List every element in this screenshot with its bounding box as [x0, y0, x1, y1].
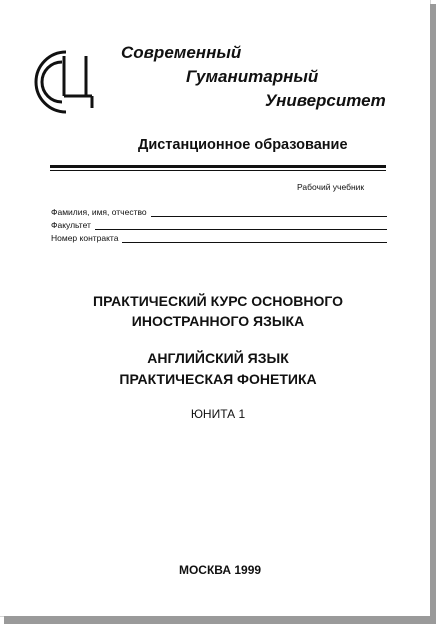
course-title-line-2: ИНОСТРАННОГО ЯЗЫКА	[131, 313, 305, 329]
workbook-label: Рабочий учебник	[297, 182, 365, 192]
contract-number-field	[51, 233, 387, 243]
page-shadow-bottom	[4, 616, 436, 624]
header-divider-thin	[50, 170, 386, 171]
faculty-field-label: Факультет	[51, 220, 91, 230]
distance-education-heading: Дистанционное образование	[138, 137, 348, 153]
city-year: МОСКВА 1999	[178, 563, 262, 577]
university-name-line-3: Университет	[265, 91, 386, 110]
name-field-label: Фамилия, имя, отчество	[51, 207, 147, 217]
faculty-field-line	[95, 221, 387, 230]
faculty-field	[51, 220, 387, 230]
subject-title-line-1: АНГЛИЙСКИЙ ЯЗЫК	[147, 350, 289, 366]
name-field	[51, 207, 387, 217]
university-name-line-1: Современный	[121, 43, 242, 62]
contract-number-field-line	[122, 234, 387, 243]
page-shadow-right	[430, 4, 436, 624]
name-field-line	[151, 208, 387, 217]
contract-number-field-label: Номер контракта	[51, 233, 119, 243]
course-title-line-1: ПРАКТИЧЕСКИЙ КУРС ОСНОВНОГО	[93, 293, 343, 309]
subject-title-line-2: ПРАКТИЧЕСКАЯ ФОНЕТИКА	[119, 371, 317, 387]
sgu-logo-icon	[26, 46, 102, 118]
unit-label: ЮНИТА 1	[190, 407, 246, 421]
university-name-line-2: Гуманитарный	[186, 67, 319, 86]
header-divider-thick	[50, 165, 386, 168]
